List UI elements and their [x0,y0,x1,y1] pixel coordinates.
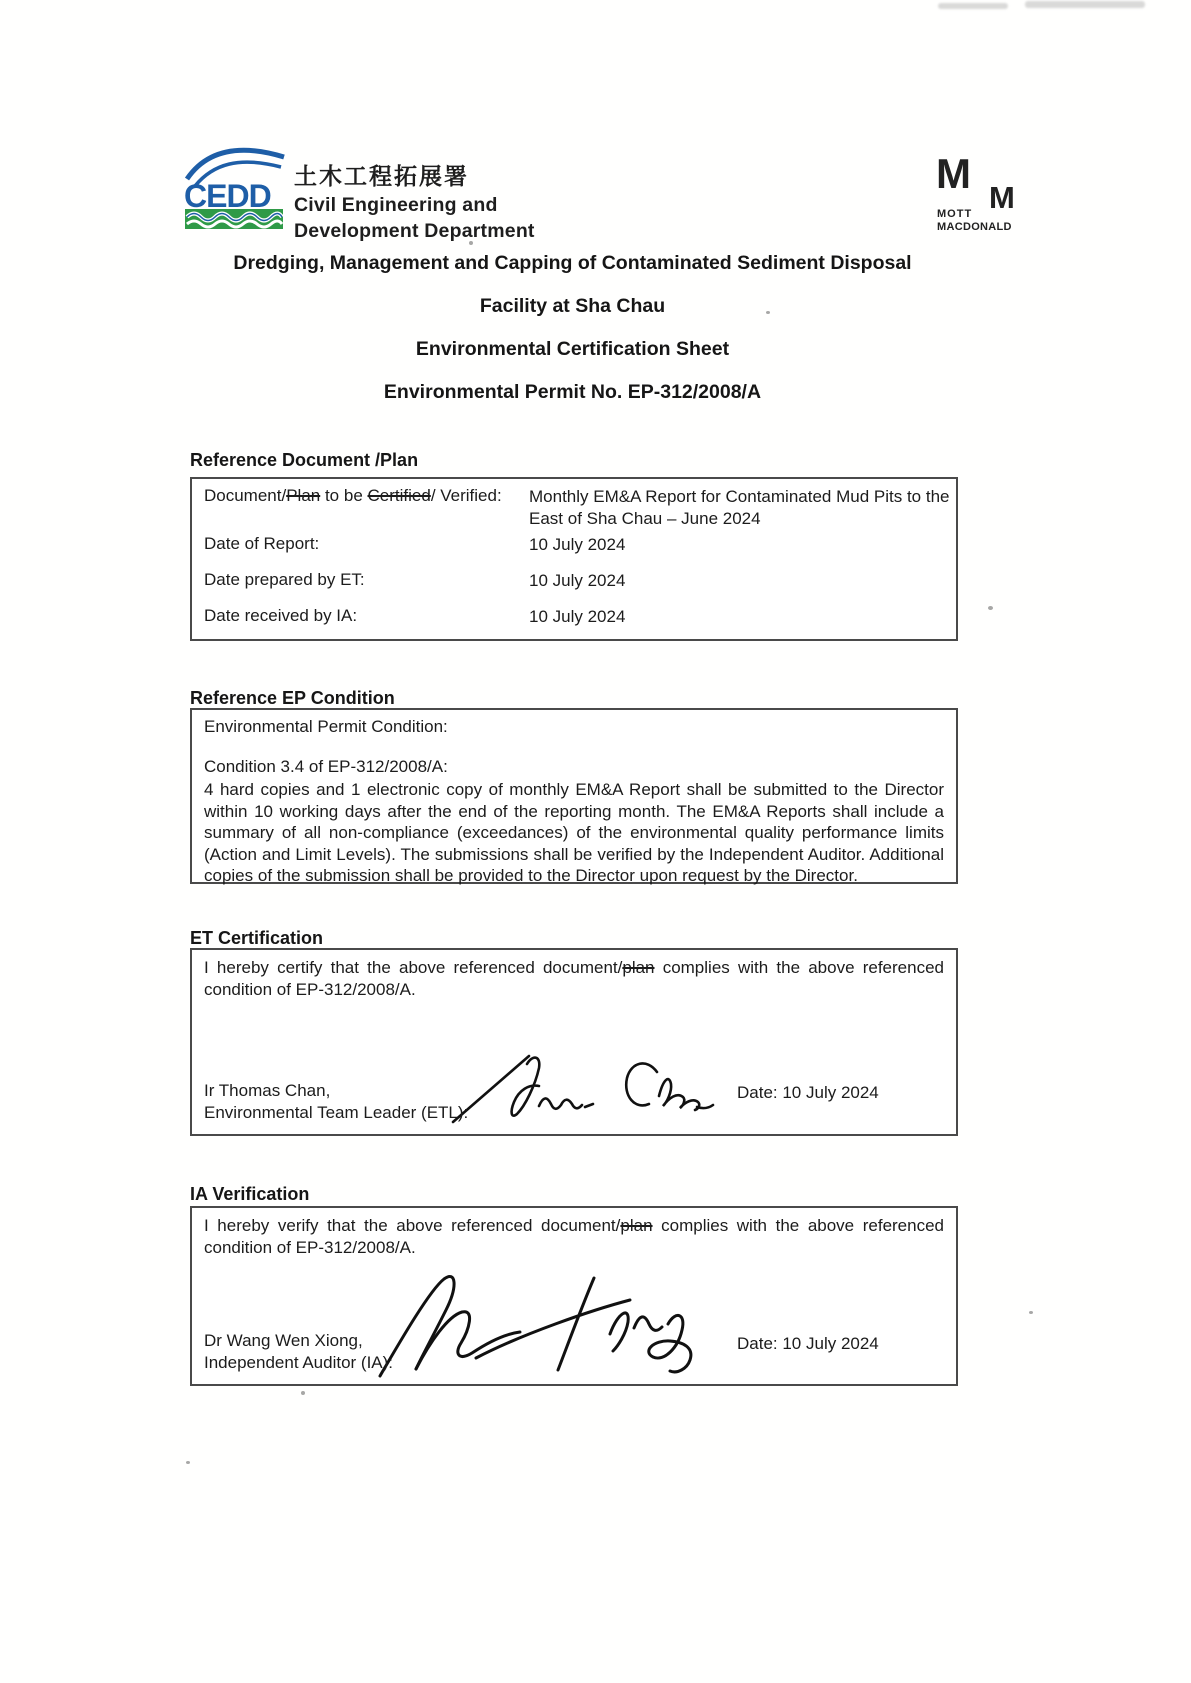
ia-verification-statement: I hereby verify that the above referenced document/plan complies with the above referenced condition of EP-312/2008/A. [204,1216,944,1257]
et-signatory-name: Ir Thomas Chan, [204,1081,331,1100]
ia-verification-box [190,1206,958,1386]
ia-signatory-name: Dr Wang Wen Xiong, [204,1331,363,1350]
cedd-name-english-line2: Development Department [294,220,535,242]
mott-wordmark-line2: MACDONALD [937,221,1012,233]
ia-signature [372,1272,717,1386]
ia-signatory-block [204,1330,393,1374]
document-title-line3: Environmental Certification Sheet [415,338,730,360]
document-title-line2: Facility at Sha Chau [479,295,666,317]
scan-artifact [988,606,993,610]
mott-monogram-icon: M [936,150,970,197]
scan-artifact [938,3,1008,9]
document-title-line4: Environmental Permit No. EP-312/2008/A [383,381,762,403]
et-signatory-title: Environmental Team Leader (ETL): [204,1103,469,1122]
mott-wordmark-line1: MOTT [937,208,973,220]
document-title-line1: Dredging, Management and Capping of Contaminated Sediment Disposal [233,252,912,274]
cedd-logo-icon [184,142,287,230]
ia-verification-heading: IA Verification [190,1184,310,1204]
et-signature [447,1050,757,1130]
date-of-report-value: 10 July 2024 [529,535,626,554]
cedd-name-chinese: 土木工程拓展署 [294,164,469,190]
date-received-by-ia-label: Date received by IA: [204,606,358,625]
date-prepared-by-et-label: Date prepared by ET: [204,570,365,589]
scan-artifact [186,1461,190,1464]
ia-signature-date: Date: 10 July 2024 [737,1334,879,1353]
et-certification-heading: ET Certification [190,928,324,948]
ep-condition-intro: Environmental Permit Condition: [204,717,448,736]
reference-ep-condition-heading: Reference EP Condition [190,688,395,708]
scan-artifact [1025,1,1145,8]
ia-signatory-title: Independent Auditor (IA): [204,1353,394,1372]
mott-macdonald-logo [936,145,1076,240]
document-to-be-verified-label: Document/Plan to be Certified/ Verified: [204,486,502,505]
et-certification-box [190,948,958,1136]
cedd-name-english-line1: Civil Engineering and [294,194,498,216]
date-prepared-by-et-value: 10 July 2024 [529,571,626,590]
document-to-be-verified-value: Monthly EM&A Report for Contaminated Mud Pits to the East of Sha Chau – June 2024 [529,487,950,528]
cedd-acronym: CEDD [184,178,271,214]
ep-condition-title: Condition 3.4 of EP-312/2008/A: [204,757,448,776]
et-certification-statement: I hereby certify that the above referenced document/plan complies with the above referenced condition of EP-312/2008/A. [204,958,944,999]
scan-artifact [301,1391,305,1395]
reference-document-heading: Reference Document /Plan [190,450,419,470]
scan-artifact [1029,1311,1033,1314]
et-signatory-block [204,1080,468,1124]
et-signature-date: Date: 10 July 2024 [737,1083,879,1102]
date-received-by-ia-value: 10 July 2024 [529,607,626,626]
reference-document-table [190,477,958,641]
cedd-logo-text [294,158,535,243]
mott-monogram-ghost-icon: M [989,180,1014,215]
date-of-report-label: Date of Report: [204,534,320,553]
ep-condition-body: 4 hard copies and 1 electronic copy of monthly EM&A Report shall be submitted to the Director within 10 working days after the end of the reporting month. The EM&A Reports shall include a summary of all non-compliance (exceedances) of the environmental quality performance limits (Action and Limit Levels). The submissions shall be verified by the Independent Auditor. Additional copies of the submission shall be provided to the Director upon request by the Director. [204,780,944,885]
reference-ep-condition-box [190,708,958,884]
